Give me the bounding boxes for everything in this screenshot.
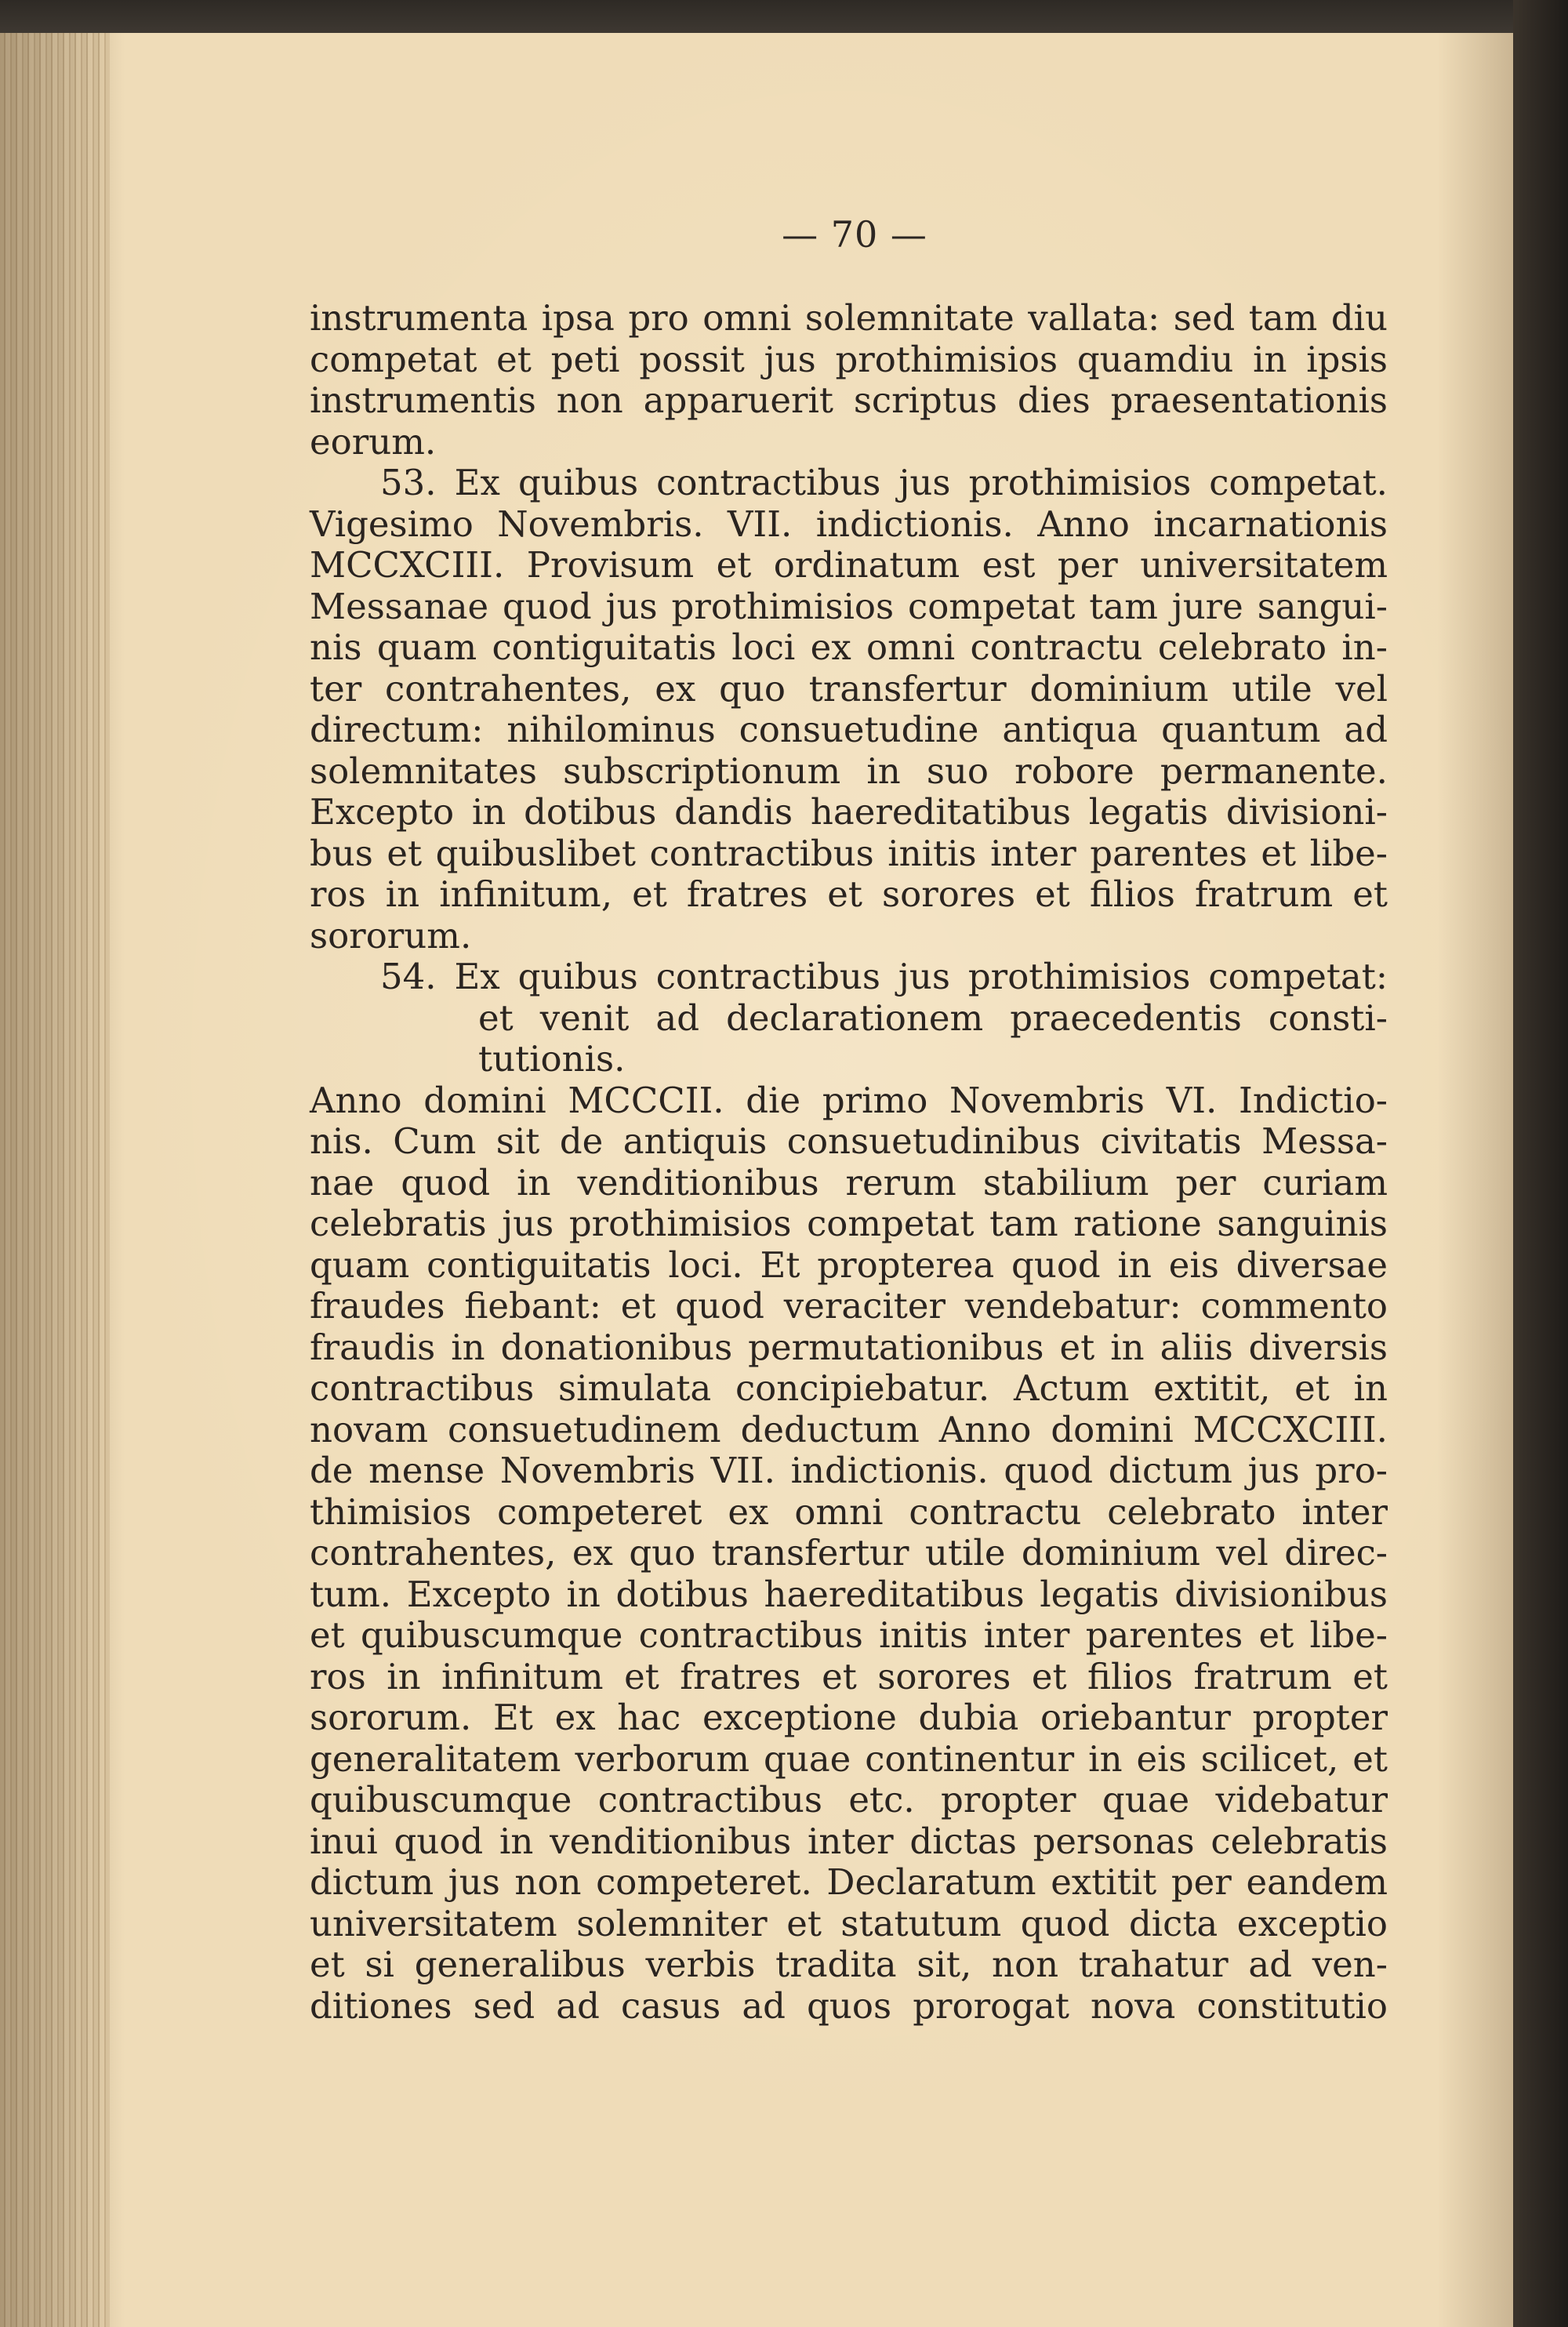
text-line: dictum jus non competeret. Declaratum extitit per eandem [310,1861,1388,1903]
text-line: ter contrahentes, ex quo transfertur dominium utile vel [310,667,1388,710]
text-line: contrahentes, ex quo transfertur utile dominium vel direc- [310,1532,1388,1574]
text-line: novam consuetudinem deductum Anno domini MCCXCIII. [310,1408,1388,1450]
text-line: 54. Ex quibus contractibus jus prothimisios competat: [380,956,1388,997]
scan-backdrop-top [0,0,1568,38]
text-line: celebratis jus prothimisios competat tam ratione sanguinis [310,1203,1388,1244]
text-line: instrumentis non apparuerit scriptus dies praesentationis [310,379,1388,421]
text-line: competat et peti possit jus prothimisios quamdiu in ipsis [310,338,1388,380]
text-line: thimisios competeret ex omni contractu celebrato inter [310,1490,1388,1533]
text-line: universitatem solemniter et statutum quod dicta exceptio [310,1902,1388,1944]
text-line: nae quod in venditionibus rerum stabilium per curiam [310,1161,1388,1203]
text-line: et venit ad declarationem praecedentis consti- [478,997,1388,1039]
text-line: inui quod in venditionibus inter dictas personas celebratis [310,1820,1388,1862]
text-line: Anno domini MCCCII. die primo Novembris VI. Indictio- [310,1079,1388,1121]
text-line: et si generalibus verbis tradita sit, non trahatur ad ven- [310,1944,1388,1985]
text-line: ros in infinitum, et fratres et sorores et filios fratrum et [310,873,1388,915]
text-line: Excepto in dotibus dandis haereditatibus legatis divisioni- [310,791,1388,833]
text-line: sororum. [310,914,472,957]
text-line: tutionis. [478,1038,626,1080]
body-text [310,298,1388,2027]
text-line: nis. Cum sit de antiquis consuetudinibus civitatis Messa- [310,1120,1388,1162]
text-line: generalitatem verborum quae continentur in eis scilicet, et [310,1737,1388,1780]
text-line: de mense Novembris VII. indictionis. quod dictum jus pro- [310,1450,1388,1491]
text-line: instrumenta ipsa pro omni solemnitate vallata: sed tam diu [310,297,1388,339]
page-number: — 70 — [782,213,927,256]
text-line: fraudis in donationibus permutationibus et in aliis diversis [310,1326,1388,1368]
scan-backdrop-right [1513,0,1568,2327]
text-line: ros in infinitum et fratres et sorores et filios fratrum et [310,1655,1388,1697]
text-line: tum. Excepto in dotibus haereditatibus legatis divisionibus [310,1573,1388,1615]
text-line: solemnitates subscriptionum in suo robore permanente. [310,750,1388,792]
text-line: quam contiguitatis loci. Et propterea quod in eis diversae [310,1243,1388,1286]
text-line: fraudes fiebant: et quod veraciter vendebatur: commento [310,1285,1388,1327]
text-line: contractibus simulata concipiebatur. Actum extitit, et in [310,1367,1388,1409]
text-line: MCCXCIII. Provisum et ordinatum est per universitatem [310,544,1388,586]
text-line: nis quam contiguitatis loci ex omni contractu celebrato in- [310,626,1388,668]
text-line: sororum. Et ex hac exceptione dubia oriebantur propter [310,1697,1388,1738]
text-line: directum: nihilominus consuetudine antiqua quantum ad [310,709,1388,750]
text-line: et quibuscumque contractibus initis inter parentes et libe- [310,1614,1388,1656]
text-line: Vigesimo Novembris. VII. indictionis. Anno incarnationis [310,503,1388,545]
text-line: quibuscumque contractibus etc. propter quae videbatur [310,1779,1388,1821]
text-line: eorum. [310,420,437,463]
text-line: 53. Ex quibus contractibus jus prothimisios competat. [380,462,1388,503]
text-line: Messanae quod jus prothimisios competat tam jure sangui- [310,585,1388,627]
text-line: ditiones sed ad casus ad quos prorogat nova constitutio [310,1984,1388,2027]
spine-shadow [0,33,125,2327]
text-line: bus et quibuslibet contractibus initis inter parentes et libe- [310,832,1388,874]
